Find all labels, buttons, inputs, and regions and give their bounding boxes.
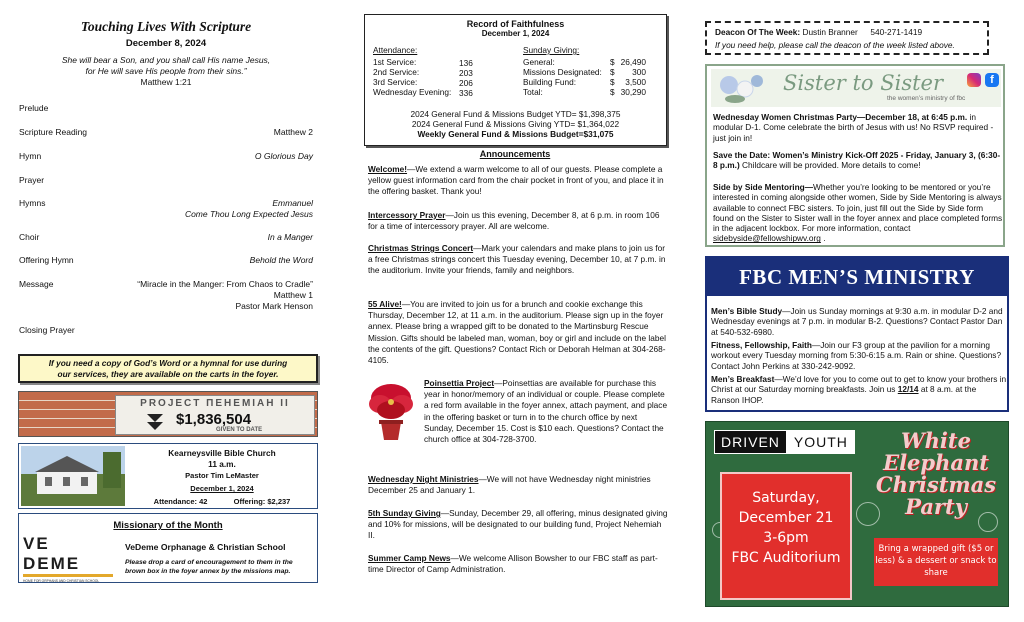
gift-note: Bring a wrapped gift ($5 or less) & a dessert or snack to share bbox=[874, 538, 998, 586]
project-nehemiah-banner bbox=[18, 391, 318, 437]
attendance-row: 2nd Service: bbox=[373, 67, 420, 77]
giving-heading: Sunday Giving: bbox=[523, 45, 580, 55]
missionary-name: VeDeme Orphanage & Christian School bbox=[125, 542, 286, 552]
poinsettia-icon bbox=[368, 378, 414, 444]
announcement-wednesday: Wednesday Night Ministries—We will not have Wednesday night ministries December 25 and January 1. bbox=[368, 474, 651, 496]
record-date: December 1, 2024 bbox=[481, 29, 550, 38]
giving-currency: $ bbox=[610, 67, 615, 77]
ministries-column bbox=[702, 0, 1016, 622]
kbc-time: 11 a.m. bbox=[208, 459, 236, 469]
giving-currency: $ bbox=[610, 87, 615, 97]
kbc-pastor: Pastor Tim LeMaster bbox=[185, 471, 259, 480]
giving-row: Missions Designated: bbox=[523, 67, 602, 77]
missionary-title: Missionary of the Month bbox=[113, 520, 223, 531]
announcement-55-alive: 55 Alive!—You are invited to join us for a brunch and cookie exchange this Thursday, December 12, at 11 a.m. in the auditorium. Please sign up in the foyer annex. Please bring a wrapped gift to be donated to the Martinsburg Rescue Mission. Gifts should be labeled man, woman, boy or girl and include on the label the contents of the gift. Questions? Contact Rich or Deborah Helman at 304-268-4105. bbox=[368, 299, 666, 366]
missionary-note: Please drop a card of encouragement to them in the brown box in the foyer annex by the missions map. bbox=[125, 559, 293, 575]
giving-currency: $ bbox=[610, 77, 615, 87]
giving-currency: $ bbox=[610, 57, 615, 67]
deacon-phone: 540-271-1419 bbox=[870, 27, 923, 37]
sister-christmas-party: Wednesday Women Christmas Party—December 18, at 6:45 p.m. in modular D-1. Come celebrate the birth of Jesus with us! No RSVP required - just join in! bbox=[713, 112, 994, 143]
announcement-5th-sunday: 5th Sunday Giving—Sunday, December 29, all offering, minus designated giving and 10% for missions, will be designated to our building fund, Project Nehemiah II. bbox=[368, 508, 668, 541]
attendance-row: 1st Service: bbox=[373, 57, 417, 67]
attendance-heading: Attendance: bbox=[373, 45, 418, 55]
announcement-intercessory-prayer: Intercessory Prayer—Join us this evening, December 8, at 6 p.m. in room 106 for a time of intercessory prayer. All are welcome. bbox=[368, 210, 660, 232]
giving-value: 26,490 bbox=[620, 57, 646, 67]
sister-mentoring: Side by Side Mentoring—Whether you’re looking to be mentored or you’re interested in coming alongside other women, Side by Side Mentoring is always available to connect FBC sisters. To join, just fill out the Side by Side form found on the Sister to Sister wall in the foyer annex and place completed forms in the adjacent lockbox. For more information, contact sidebyside@fellowshipwv.org . bbox=[713, 182, 1003, 244]
vedeme-logo: VE DEME HOME FOR ORPHANS AND CHRISTIAN SCHOOL bbox=[23, 534, 113, 568]
giving-value: 30,290 bbox=[620, 87, 646, 97]
announcement-summer-camp: Summer Camp News—We welcome Allison Bowsher to our FBC staff as part-time Director of Camp Administration. bbox=[368, 553, 658, 575]
record-of-faithfulness bbox=[364, 14, 667, 146]
mens-ministry-title: FBC MEN’S MINISTRY bbox=[707, 258, 1007, 296]
kearneysville-box bbox=[18, 443, 318, 509]
announcements-title: Announcements bbox=[479, 149, 551, 159]
sister-to-sister-box bbox=[705, 64, 1005, 247]
nehemiah-title: PROJECT ΠEHEMIAH II bbox=[140, 398, 290, 409]
event-day: Saturday, bbox=[752, 490, 820, 506]
giving-row: Total: bbox=[523, 87, 543, 97]
youth-event-card bbox=[720, 472, 852, 600]
kbc-date: December 1, 2024 bbox=[190, 484, 254, 493]
giving-row: General: bbox=[523, 57, 555, 67]
sister-banner bbox=[711, 69, 1001, 107]
order-of-worship-column: Touching Lives With Scripture December 8, 2024 She will bear a Son, and you shall call His name Jesus, for He will save His people from their sins.” Matthew 1:21 Prelude Scripture Reading Matthew 2 Hymn O Glorious Day Prayer Hymns Emmanuel Come Thou Long Expected Jesus Choir In a Manger Offering Hymn Behold the Word Message “Miracle in the Manger: From Chaos to Cradle” Matthew 1 Pastor Mark Henson Closing Prayer If you need a copy of God’s Word or a hymnal for use during our services, they are available on the carts in the foyer. PROJECT ΠEHEMIAH II $1,836,504 GIVEN TO DATE Kearneysville Bible Church 11 a.m. Pastor Tim LeMaster December 1, 2024 Attendance: 42 Offering: $2,237 Missionary of the Month VE DEME HOME FOR ORPHANS AND CHRISTIAN SCHOOL VeDeme Orphanage & Christian School Please drop a card of encouragement to them in the brown box in the foyer annex by the missions map. bbox=[14, 0, 318, 622]
announcements-column bbox=[362, 0, 668, 622]
attendance-row: 3rd Service: bbox=[373, 77, 418, 87]
attendance-value: 206 bbox=[459, 78, 473, 88]
event-place: FBC Auditorium bbox=[731, 550, 841, 566]
church-photo bbox=[21, 446, 125, 506]
attendance-row: Wednesday Evening: bbox=[373, 87, 452, 97]
white-elephant-title: White Elephant Christmas Party bbox=[875, 428, 997, 519]
announcement-poinsettia: Poinsettia Project—Poinsettias are available for purchase this year in honor/memory of an individual or couple. Please complete a red form available in the foyer annex, attach payment, and place in the offering basket or turn in to the church office by next Sunday, December 15. Cost is $10 each. Questions? Contact the church office at 304-728-3700. bbox=[424, 378, 668, 445]
sister-subtitle: the women’s ministry of fbc bbox=[887, 95, 966, 102]
kbc-stats: Attendance: 42 Offering: $2,237 bbox=[153, 497, 291, 506]
giving-value: 3,500 bbox=[625, 77, 646, 87]
youth-party-flyer bbox=[705, 421, 1009, 607]
nehemiah-amount: $1,836,504 bbox=[176, 411, 252, 428]
hymnal-callout: If you need a copy of God’s Word or a hymnal for use during our services, they are available on the carts in the foyer. bbox=[18, 354, 318, 383]
mens-breakfast: Men’s Breakfast—We’d love for you to come out to get to know your brothers in Christ at our Saturday morning breakfasts. Join us 12/14 at 8 a.m. at the Ranson IHOP. bbox=[711, 374, 1007, 405]
attendance-value: 203 bbox=[459, 68, 473, 78]
sister-title: Sister to Sister bbox=[783, 71, 944, 95]
announcement-strings-concert: Christmas Strings Concert—Mark your calendars and make plans to join us for a free Christmas strings concert this Tuesday evening, December 10, at 7 p.m. in the auditorium. Invite your friends, family and neighbors. bbox=[368, 243, 666, 276]
sister-kickoff: Save the Date: Women’s Ministry Kick-Off 2025 - Friday, January 3, (6:30-8 p.m.) Childcare will be provided. More details to come! bbox=[713, 150, 1001, 171]
event-time: 3-6pm bbox=[763, 530, 809, 546]
deacon-of-the-week: Deacon Of The Week: Dustin Branner 540-271-1419 If you need help, please call the deacon of the week listed above. bbox=[705, 21, 989, 55]
nehemiah-given-label: GIVEN TO DATE bbox=[216, 427, 263, 433]
instagram-icon[interactable] bbox=[967, 73, 981, 87]
missionary-box bbox=[18, 513, 318, 583]
giving-value: 300 bbox=[632, 67, 646, 77]
page-title: Touching Lives With Scripture bbox=[80, 19, 252, 34]
ytd-giving: 2024 General Fund & Missions Giving YTD= $1,364,022 bbox=[411, 119, 620, 129]
weekly-budget: Weekly General Fund & Missions Budget=$31,075 bbox=[417, 129, 614, 139]
verse-reference: Matthew 1:21 bbox=[140, 77, 192, 87]
nehemiah-sign bbox=[115, 395, 315, 435]
record-title: Record of Faithfulness bbox=[466, 19, 565, 29]
mens-bible-study: Men’s Bible Study—Join us Sunday mornings at 9:30 a.m. in modular D-2 and Wednesday evenings at 7 p.m. in modular B-2. Questions? Contact Pastor Dan at 540-532-6980. bbox=[711, 306, 1003, 337]
facebook-icon[interactable]: f bbox=[985, 73, 999, 87]
announcement-welcome: Welcome!—We extend a warm welcome to all of our guests. Please complete a yellow guest information card from the chair pocket in front of you, and place it in the offering basket. Thank you! bbox=[368, 164, 664, 197]
mens-ministry-box bbox=[705, 256, 1009, 412]
kbc-name: Kearneysville Bible Church bbox=[168, 448, 276, 458]
driven-youth-logo: DRIVEN YOUTH bbox=[714, 430, 855, 454]
arrow-down-icon bbox=[146, 412, 164, 432]
giving-row: Building Fund: bbox=[523, 77, 577, 87]
event-date: December 21 bbox=[738, 510, 834, 526]
flower-icon bbox=[715, 71, 767, 105]
attendance-value: 336 bbox=[459, 88, 473, 98]
attendance-value: 136 bbox=[459, 58, 473, 68]
sidebyside-email-link[interactable]: sidebyside@fellowshipwv.org bbox=[713, 233, 821, 244]
scripture-verse: She will bear a Son, and you shall call His name Jesus, for He will save His people from their sins.” bbox=[61, 55, 271, 76]
service-date: December 8, 2024 bbox=[125, 38, 207, 49]
mens-fitness: Fitness, Fellowship, Faith—Join our F3 group at the pavilion for a morning workout every Tuesday morning from 5:30-6:15 a.m. Rain or shine. Questions? Contact John Perkins at 330-242-9092. bbox=[711, 340, 1002, 371]
ytd-budget: 2024 General Fund & Missions Budget YTD= $1,398,375 bbox=[410, 109, 621, 119]
